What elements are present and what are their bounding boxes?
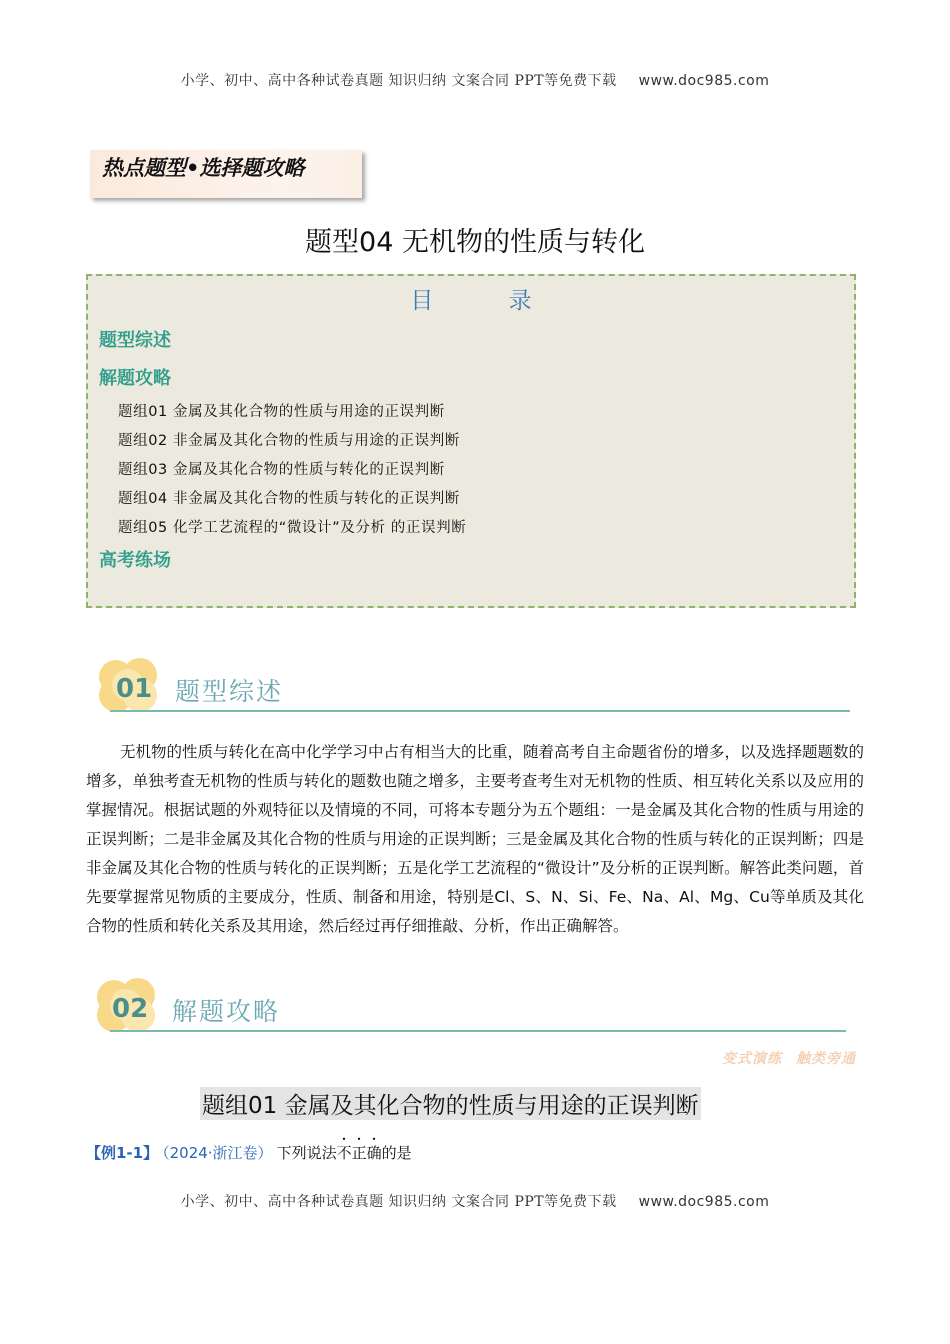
page-header <box>0 70 950 90</box>
example-prefix: 下列说法 <box>276 1144 337 1162</box>
example-label: 【例1-1】 <box>86 1144 159 1162</box>
practice-tags <box>722 1048 856 1068</box>
toc-link-strategy[interactable]: 解题攻略 <box>99 368 171 389</box>
banner-label: 热点题型•选择题攻略 <box>102 156 305 180</box>
header-text: 小学、初中、高中各种试卷真题 知识归纳 文案合同 PPT等免费下载 <box>180 73 617 89</box>
topic-banner <box>90 150 362 198</box>
toc-link-practice[interactable]: 高考练场 <box>99 550 171 571</box>
page-footer <box>0 1191 950 1211</box>
toc-link-overview[interactable]: 题型综述 <box>99 330 171 351</box>
footer-url[interactable]: www.doc985.com <box>638 1194 770 1210</box>
toc-title: 目 录 <box>410 288 566 314</box>
section-title-overview: 题型综述 <box>175 677 284 706</box>
section-number: 01 <box>116 674 153 704</box>
example-source: （2024·浙江卷） <box>162 1144 273 1162</box>
section-divider <box>110 1030 846 1032</box>
example-suffix: 的是 <box>381 1144 412 1162</box>
toc-link-group-05[interactable]: 题组05 化学工艺流程的“微设计”及分析 的正误判断 <box>118 520 467 536</box>
section-number: 02 <box>112 994 149 1024</box>
group-heading: 题组01 金属及其化合物的性质与用途的正误判断 <box>200 1087 701 1120</box>
practice-tag: 变式演练 <box>722 1051 782 1067</box>
toc-link-group-01[interactable]: 题组01 金属及其化合物的性质与用途的正误判断 <box>118 404 445 420</box>
section-title-strategy: 解题攻略 <box>172 997 281 1026</box>
practice-tag: 触类旁通 <box>796 1051 856 1067</box>
overview-paragraph: 无机物的性质与转化在高中化学学习中占有相当大的比重，随着高考自主命题省份的增多，以及选择题题数的增多，单独考查无机物的性质与转化的题数也随之增多，主要考查考生对无机物的性质、相互转化关系以及应用的掌握情况。根据试题的外观特征以及情境的不同，可将本专题分为五个题组：一是金属及其化合物的性质与用途的正误判断；二是非金属及其化合物的性质与用途的正误判断；三是金属及其化合物的性质与转化的正误判断；四是非金属及其化合物的性质与转化的正误判断；五是化学工艺流程的“微设计”及分析的正误判断。解答此类问题，首先要掌握常见物质的主要成分，性质、制备和用途，特别是Cl、S、N、Si、Fe、Na、Al、Mg、Cu等单质及其化合物的性质和转化关系及其用途，然后经过再仔细推敲、分析，作出正确解答。 <box>86 743 865 935</box>
page-title: 题型04 无机物的性质与转化 <box>305 227 645 258</box>
example-emphasis: 不正确 <box>336 1144 382 1162</box>
section-divider <box>110 710 850 712</box>
header-url[interactable]: www.doc985.com <box>638 73 770 89</box>
toc-link-group-04[interactable]: 题组04 非金属及其化合物的性质与转化的正误判断 <box>118 491 460 507</box>
example-question <box>86 1135 412 1163</box>
toc-link-group-02[interactable]: 题组02 非金属及其化合物的性质与用途的正误判断 <box>118 433 460 449</box>
toc-link-group-03[interactable]: 题组03 金属及其化合物的性质与转化的正误判断 <box>118 462 445 478</box>
footer-text: 小学、初中、高中各种试卷真题 知识归纳 文案合同 PPT等免费下载 <box>180 1194 617 1210</box>
